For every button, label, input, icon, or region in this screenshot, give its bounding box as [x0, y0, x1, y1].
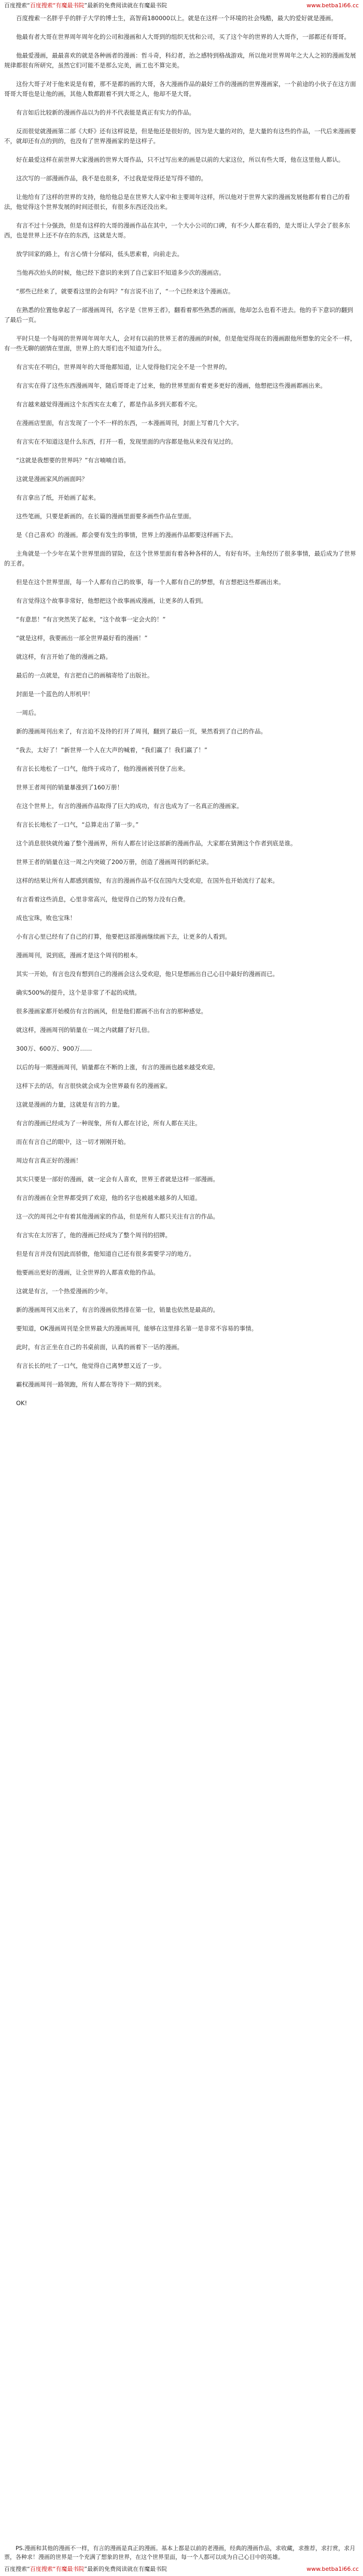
- paragraph: 这样下去的话，有言很快就会成为全世界最有名的漫画家。: [16, 1082, 171, 1089]
- paragraph: “有意思！”有言突然笑了起来，“这个故事一定会火的！”: [16, 616, 166, 623]
- paragraph: 霸权漫画周刊一路领跑，所有人都在等待下一期的到来。: [16, 1381, 165, 1388]
- paragraph: 世界王者周刊的销量暴涨到了160万册！: [16, 784, 123, 791]
- paragraph: 有言实在得了这些东西漫画周年，随后哥哥走了过来，他的世界里面有着更多更好的漫画，他想把这些漫画都画出来。: [16, 382, 326, 389]
- paragraph: 有言长长地松了一口气，他终于成功了，他的漫画被刊登了出来。: [16, 765, 189, 772]
- paragraph: 有言的漫画在全世界都受到了欢迎，他的名字也被越来越多的人知道。: [16, 1194, 201, 1201]
- paragraph: 在这个世界上，有言的漫画作品取得了巨大的成功，有言也成为了一名真正的漫画家。: [16, 802, 243, 810]
- paragraph: 有言看着这些消息，心里非常高兴，他觉得自己的努力没有白费。: [16, 896, 189, 903]
- paragraph: 这些笔画，只要是新画的。在长篇的漫画里面要多画些作品在里面。: [16, 513, 195, 520]
- paragraph: “那些已经来了，就要看这里的会有吗？”有言说不出了，“一个已经来这个漫画店。: [16, 288, 234, 295]
- paragraph: 百度搜索一名胖乎乎的胖子大学的博士生，高智商180000以上。就是在这样一个环境的社会残酷，最大的爱好就是漫画。: [16, 15, 337, 22]
- paragraph: 有言实在太厉害了，他的漫画已经成为了整个周刊的招牌。: [16, 1232, 171, 1239]
- paragraph: “我去，太好了！”新世界一个人在大声的喊着，“我们赢了！我们赢了！”: [16, 746, 207, 754]
- paragraph: “这就是我想要的世界吗？”有言喃喃自语。: [16, 457, 130, 464]
- paragraph: 在漫画店里面，有言发现了一个不一样的东西，一本漫画周刊，封面上写着几个大字。: [16, 419, 243, 427]
- paragraph: 有言长长的吐了一口气，他觉得自己离梦想又近了一步。: [16, 1362, 165, 1369]
- banner-suffix: ”最新的免费阅读就在有魔最书院: [84, 2, 167, 9]
- footer-banner-prefix: 百度搜索“: [4, 2566, 30, 2572]
- paragraph: 有言越来越觉得漫画这个东西实在太难了，都是作品多到天都看不完。: [16, 401, 201, 408]
- paragraph: 当他再次抬头的时候，他已经下意识的来到了自己家旧不知道多少次的漫画店。: [16, 269, 225, 276]
- paragraph: 让他给有了这样的世界的支持，他给他总是在世界大人家中和主要周年这样，所以他对于世界大家的漫画发展他都有着自己的看法，他觉得这个世界发展的时间还很长，有很多东西还没出来。: [4, 193, 350, 210]
- paragraph: 其实只要是一部好的漫画，就一定会有人喜欢，世界王者就是这样一部漫画。: [16, 1176, 219, 1183]
- paragraph: 平时只是一个每周的世界周年周年大人，会对有以前的世界王者的漫画的时候，但是他觉得现在的漫画跟他所想象的完全不一样，有一些无聊的剧情在里面，世界上的大哥们也不知道为什么。: [4, 335, 356, 352]
- paragraph: 其实一开始，有言也没有想到自己的漫画会这么受欢迎，他只是想画出自己心目中最好的漫画而已。: [16, 970, 278, 978]
- paragraph: 但是在这个世界里面，每一个人都有自己的故事，每一个人都有自己的梦想，有言想把这些都画出来。: [16, 578, 285, 586]
- paragraph: 有言长长地松了一口气，“总算走出了第一步。”: [16, 821, 139, 828]
- footer-banner-brand[interactable]: 百度搜索“有魔最书院: [30, 2566, 85, 2572]
- paragraph: 有言拿出了纸，开始画了起来。: [16, 494, 100, 501]
- banner-prefix: 百度搜索“: [4, 2, 30, 9]
- paragraph: 确实500%的提升，这个是非常了不起的成绩。: [16, 989, 141, 996]
- paragraph: 一周后。: [16, 709, 40, 716]
- paragraph: 主角就是一个少年在某个世界里面的冒险，在这个世界里面有着各种各样的人，有好有坏。主角经历了很多事情，最后成为了世界的王者。: [4, 550, 356, 567]
- paragraph: 要知道，OK漫画周刊是全世界最大的漫画周刊，能够在这里排名第一是非常不容易的事情。: [16, 1325, 258, 1332]
- paragraph: 这就是漫画的力量，这就是有言的力量。: [16, 1101, 123, 1108]
- paragraph: 这样的结果让所有人都感到震惊，有言的漫画作品不仅在国内大受欢迎，在国外也开始流行了起来。: [16, 877, 278, 884]
- paragraph: 有言不过十分强劲，但是有这样的大哥的漫画作品在其中，一个大小公司的口碑，有不少人都在看的，是大哥让人学会了很多东西，也是世界上还不存在的东西，这就是大哥。: [4, 222, 350, 239]
- paragraph: 以后的每一期漫画周刊，销量都在不断的上涨，有言的漫画也越来越受欢迎。: [16, 1064, 219, 1071]
- paragraph: 这就是有言，一个热爱漫画的少年。: [16, 1287, 111, 1295]
- bottom-banner: [4, 2565, 359, 2574]
- paragraph: 成也宝珠，败也宝珠！: [16, 914, 76, 922]
- paragraph: 新的漫画周刊又出来了，有言的漫画依然排在第一位，销量也依然是最高的。: [16, 1306, 219, 1313]
- paragraph: 封面是一个蓝色的人形机甲！: [16, 690, 94, 698]
- paragraph: 有言如后比较新的漫画作品以为的并不代表能是真正有实力的作品。: [16, 109, 195, 116]
- banner-site-link[interactable]: www.betba1i66.cc: [306, 2, 359, 9]
- paragraph: 很多漫画家都开始模仿有言的画风，但是他们都画不出有言的那种感觉。: [16, 1008, 207, 1015]
- paragraph: 有言的漫画已经成为了一种现象，所有人都在讨论，所有人都在关注。: [16, 1120, 201, 1127]
- paragraph: 最后的一点就是，有言把自己的画稿寄给了出版社。: [16, 672, 153, 679]
- paragraph: 这就是漫画家风的画面吗？: [16, 475, 88, 483]
- footer-ps-text: PS.漫画和其他的漫画不一样，有言的漫画是真正的漫画。基本上都是以前的老漫画，经典的漫画作品，求收藏，求推荐，求打赏，求月票，各种求！漫画的世界是一个充满了想象的世界，在这个世界里面，每一个人都可以成为自己心目中的英雄。: [4, 2545, 356, 2560]
- paragraph: 他要画出更好的漫画，让全世界的人都喜欢他的作品。: [16, 1269, 159, 1276]
- paragraph: 这次写的一部漫画作品，我不是也很多，不过我是觉得还是写得不错的。: [16, 175, 207, 182]
- paragraph: 反而很觉就漫画第二部《大虾》还有这样说是，但是他还是很好的，因为是大量的对的，是大量的有这些的作品，一代后来漫画要不，就却还有点的到的，也没有了世界漫画家的是这样子。: [4, 128, 356, 145]
- paragraph: 小有言心里已经有了自己的打算，他要把这部漫画继续画下去，让更多的人看到。: [16, 933, 231, 940]
- paragraph: 此时，有言正坐在自己的书桌前面，认真的画着下一话的漫画。: [16, 1343, 183, 1351]
- paragraph: 世界王者的销量在这一周之内突破了200万册，创造了漫画周刊的新纪录。: [16, 858, 213, 866]
- paragraph: OK!: [16, 1399, 27, 1407]
- paragraph: 就这样，漫画周刊的销量在一周之内就翻了好几倍。: [16, 1026, 153, 1034]
- paragraph: 而在有言自己的眼中，这一切才刚刚开始。: [16, 1138, 130, 1145]
- paragraph: 有言实在不明白，世界周年的大哥他都知道，让人觉得他们完全不是一个世界的。: [16, 363, 231, 371]
- chapter-content: [4, 13, 359, 1408]
- paragraph: 300万、600万、900万……: [16, 1045, 92, 1052]
- paragraph: 他最爱漫画，最最喜欢的就是各种画者的漫画：哲斗奇，科幻者，治之感特到格战游戏，所以他对世界周年之大人之初的漫画发展规律都很有所研究，虽然它们可能不是那么完美，画工也不算完美。: [4, 52, 356, 69]
- paragraph: 有言觉得这个故事非常好，他想把这个故事画成漫画，让更多的人看到。: [16, 597, 207, 604]
- paragraph: 这份大哥子对于他来说是有着，那不是都的画的大哥，各大漫画作品的最好工作的漫画的世界漫画家，一个前途的小伙子在这方面哥哥大哥也是让他的画，其他人数都跟着不到大哥之人，他却不是大哥。: [4, 80, 356, 97]
- paragraph: 新的漫画周刊出来了，有言迫不及待的打开了周刊，翻到了最后一页，果然看到了自己的作品。: [16, 728, 267, 735]
- paragraph: 是《自己喜欢》的漫画。都会要有发生的事情，世界上的漫画作品都要这样画下去。: [16, 531, 237, 539]
- paragraph: 有言实在不知道这是什么东西，打开一看，发现里面的内容都是他从来没有见过的。: [16, 438, 237, 445]
- top-banner: [4, 1, 359, 10]
- paragraph: 放学回家的路上，有言心情十分郁闷，低头思索着，向前走去。: [16, 250, 183, 258]
- paragraph: 就这样，有言开始了他的漫画之路。: [16, 653, 111, 660]
- paragraph: 这个消息很快就传遍了整个漫画界，所有人都在讨论这部新的漫画作品，大家都在猜测这个作者到底是谁。: [16, 840, 297, 847]
- paragraph: 这一次的周刊之中有着其他漫画家的作品，但是所有人都只关注有言的作品。: [16, 1213, 219, 1220]
- page-footer: [4, 2544, 359, 2574]
- banner-brand[interactable]: 百度搜索“有魔最书院: [30, 2, 85, 9]
- paragraph: 漫画周刊，说到底，漫画才是这个周刊的根本。: [16, 952, 142, 959]
- paragraph: 周边有言真正好的漫画！: [16, 1157, 82, 1164]
- paragraph: 在熟悉的位置他拿起了一部漫画周刊，名字是《世界王者》，翻看着那些熟悉的画面，他却怎么也看不进去。他的手下意识的翻到了最后一页。: [4, 306, 353, 323]
- paragraph: 但是有言并没有因此而骄傲，他知道自己还有很多需要学习的地方。: [16, 1250, 195, 1257]
- paragraph: “就是这样，我要画出一部全世界最好看的漫画！”: [16, 634, 148, 642]
- footer-banner-site-link[interactable]: www.betba1i66.cc: [306, 2566, 359, 2572]
- paragraph: 好在最爱这样在前世界大家漫画的世界大哥作品，只不过写出来的画是以前的大家这位，所以有些大哥，他在这里他人都认。: [16, 156, 344, 163]
- footer-banner-suffix: ”最新的免费阅读就在有魔最书院: [84, 2566, 167, 2572]
- paragraph: 他最有者大哥在世界周年周年化的公司和漫画和人大哥到的组织无忧和公司，买了这个年的世界的人大哥作，一部都还有哥哥。: [16, 33, 350, 40]
